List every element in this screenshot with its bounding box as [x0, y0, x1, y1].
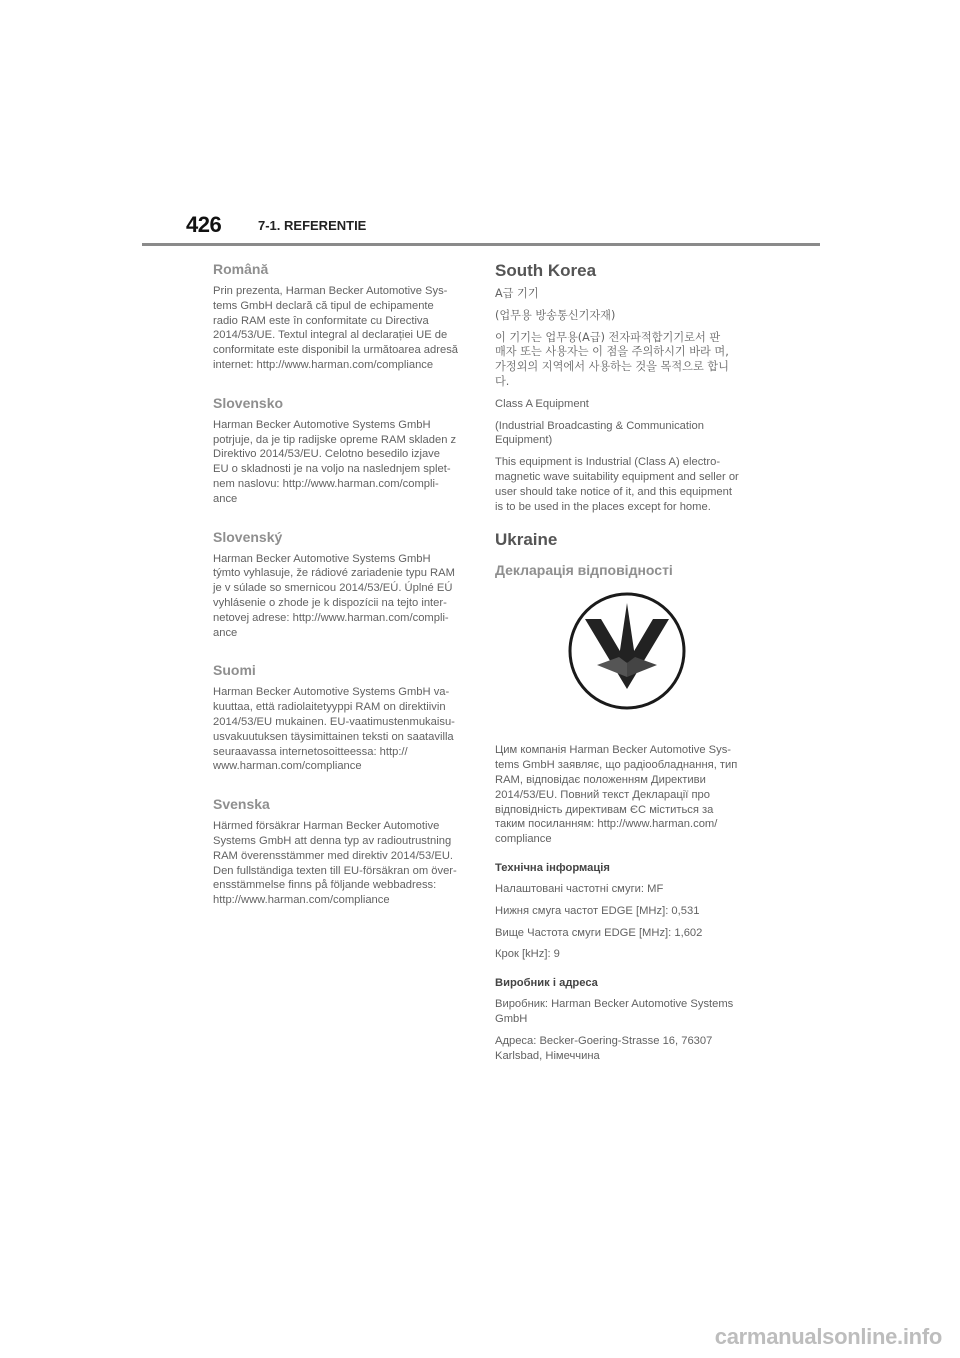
- tech-line: Налаштовані частотні смуги: MF: [495, 882, 664, 895]
- ukraine-declaration-text: Цим компанія Harman Becker Automotive Sys- tems GmbH заявляє, що радіообладнання, тип RAM, відповідає положенням Директиви 2014/53/EU. Повний текст Декларації про відповідність директивам ЄС міститься за таким посиланням: http://www.harman.com/ compliance: [495, 744, 738, 846]
- heading-south-korea: South Korea: [495, 261, 597, 280]
- manufacturer-name: Виробник: Harman Becker Automotive Systems GmbH: [495, 998, 734, 1025]
- text-svenska: Härmed försäkrar Harman Becker Automotive Systems GmbH att denna typ av radioutrustning RAM överensstämmer med direktiv 2014/53/EU. Den fullständiga texten till EU-försäkran om över- ensstämmelse finns på följande webbadress: http://www.harman.com/compliance: [213, 820, 457, 907]
- heading-romana: Română: [213, 261, 269, 277]
- conformity-mark-area: [495, 585, 747, 735]
- section-romana: [213, 261, 465, 373]
- korea-class-label: A급 기기: [495, 287, 539, 300]
- section-suomi: [213, 662, 465, 774]
- ukraine-conformity-mark-icon: [565, 589, 689, 713]
- text-slovensky: Harman Becker Automotive Systems GmbH týmto vyhlasuje, že rádiové zariadenie typu RAM je v súlade so smernicou 2014/53/EÚ. Úplné EÚ vyhlásenie o zhode je k dispozícii na tejto inter- netovej adrese: http://www.harman.com/compli- ance: [213, 552, 455, 639]
- section-slovensko: [213, 395, 465, 507]
- manufacturer-heading: Виробник і адреса: [495, 977, 598, 990]
- text-romana: Prin prezenta, Harman Becker Automotive Sys- tems GmbH declară că tipul de echipamente radio RAM este în conformitate cu Directiva 2014/53/UE. Textul integral al declarației UE de conformitate este disponibil la următoarea adresă internet: http://www.harman.com/compliance: [213, 285, 459, 371]
- korea-equipment-english: (Industrial Broadcasting & Communication Equipment): [495, 419, 704, 447]
- page-header: [0, 0, 960, 250]
- section-ukraine: [495, 530, 747, 1063]
- heading-ukraine: Ukraine: [495, 530, 558, 550]
- tech-info-heading: Технічна інформація: [495, 861, 610, 874]
- heading-suomi: Suomi: [213, 662, 256, 679]
- subheading-declaration: Декларація відповідності: [495, 562, 673, 579]
- heading-slovensko: Slovensko: [213, 394, 284, 411]
- text-slovensko: Harman Becker Automotive Systems GmbH potrjuje, da je tip radijske opreme RAM skladen z Direktivo 2014/53/EU. Celotno besedilo izjave EU o skladnosti je na voljo na naslednjem splet- nem naslovu: http://www.harman.com/compli- ance: [213, 418, 457, 505]
- manufacturer-address: Адреса: Becker-Goering-Strasse 16, 76307 Karlsbad, Німеччина: [495, 1034, 713, 1062]
- korea-equipment-type: (업무용 방송통신기자재): [495, 308, 616, 322]
- header-divider: [142, 243, 820, 246]
- section-title: 7-1. REFERENTIE: [258, 218, 367, 233]
- section-south-korea: [495, 261, 747, 514]
- korea-class-english: Class A Equipment: [495, 397, 589, 410]
- section-svenska: [213, 796, 465, 908]
- section-slovensky: [213, 529, 465, 641]
- korea-notice-korean: 이 기기는 업무용(A급) 전자파적합기기로서 판 매자 또는 사용자는 이 점을 주의하시기 바라 며, 가정외의 지역에서 사용하는 것을 목적으로 합니 다.: [495, 330, 729, 388]
- heading-slovensky: Slovenský: [213, 528, 283, 545]
- tech-line: Нижня смуга частот EDGE [MHz]: 0,531: [495, 904, 700, 917]
- site-watermark: carmanualsonline.info: [714, 1324, 942, 1349]
- tech-line: Крок [kHz]: 9: [495, 948, 560, 961]
- left-column: [213, 261, 465, 930]
- right-column: [495, 261, 747, 1070]
- heading-svenska: Svenska: [213, 796, 270, 813]
- tech-line: Вище Частота смуги EDGE [MHz]: 1,602: [495, 926, 703, 939]
- text-suomi: Harman Becker Automotive Systems GmbH va- kuuttaa, että radiolaitetyyppi RAM on direktiivin 2014/53/EU mukainen. EU-vaatimustenmukaisu- usvakuutuksen täysimittainen teksti on saatavilla seuraavassa internetosoitteessa: http:// www.harman.com/compliance: [213, 686, 455, 773]
- korea-notice-english: This equipment is Industrial (Class A) electro- magnetic wave suitability equipment and seller or user should take notice of it, and this equipment is to be used in the places except for home.: [495, 456, 739, 513]
- page-number: 426: [186, 212, 222, 237]
